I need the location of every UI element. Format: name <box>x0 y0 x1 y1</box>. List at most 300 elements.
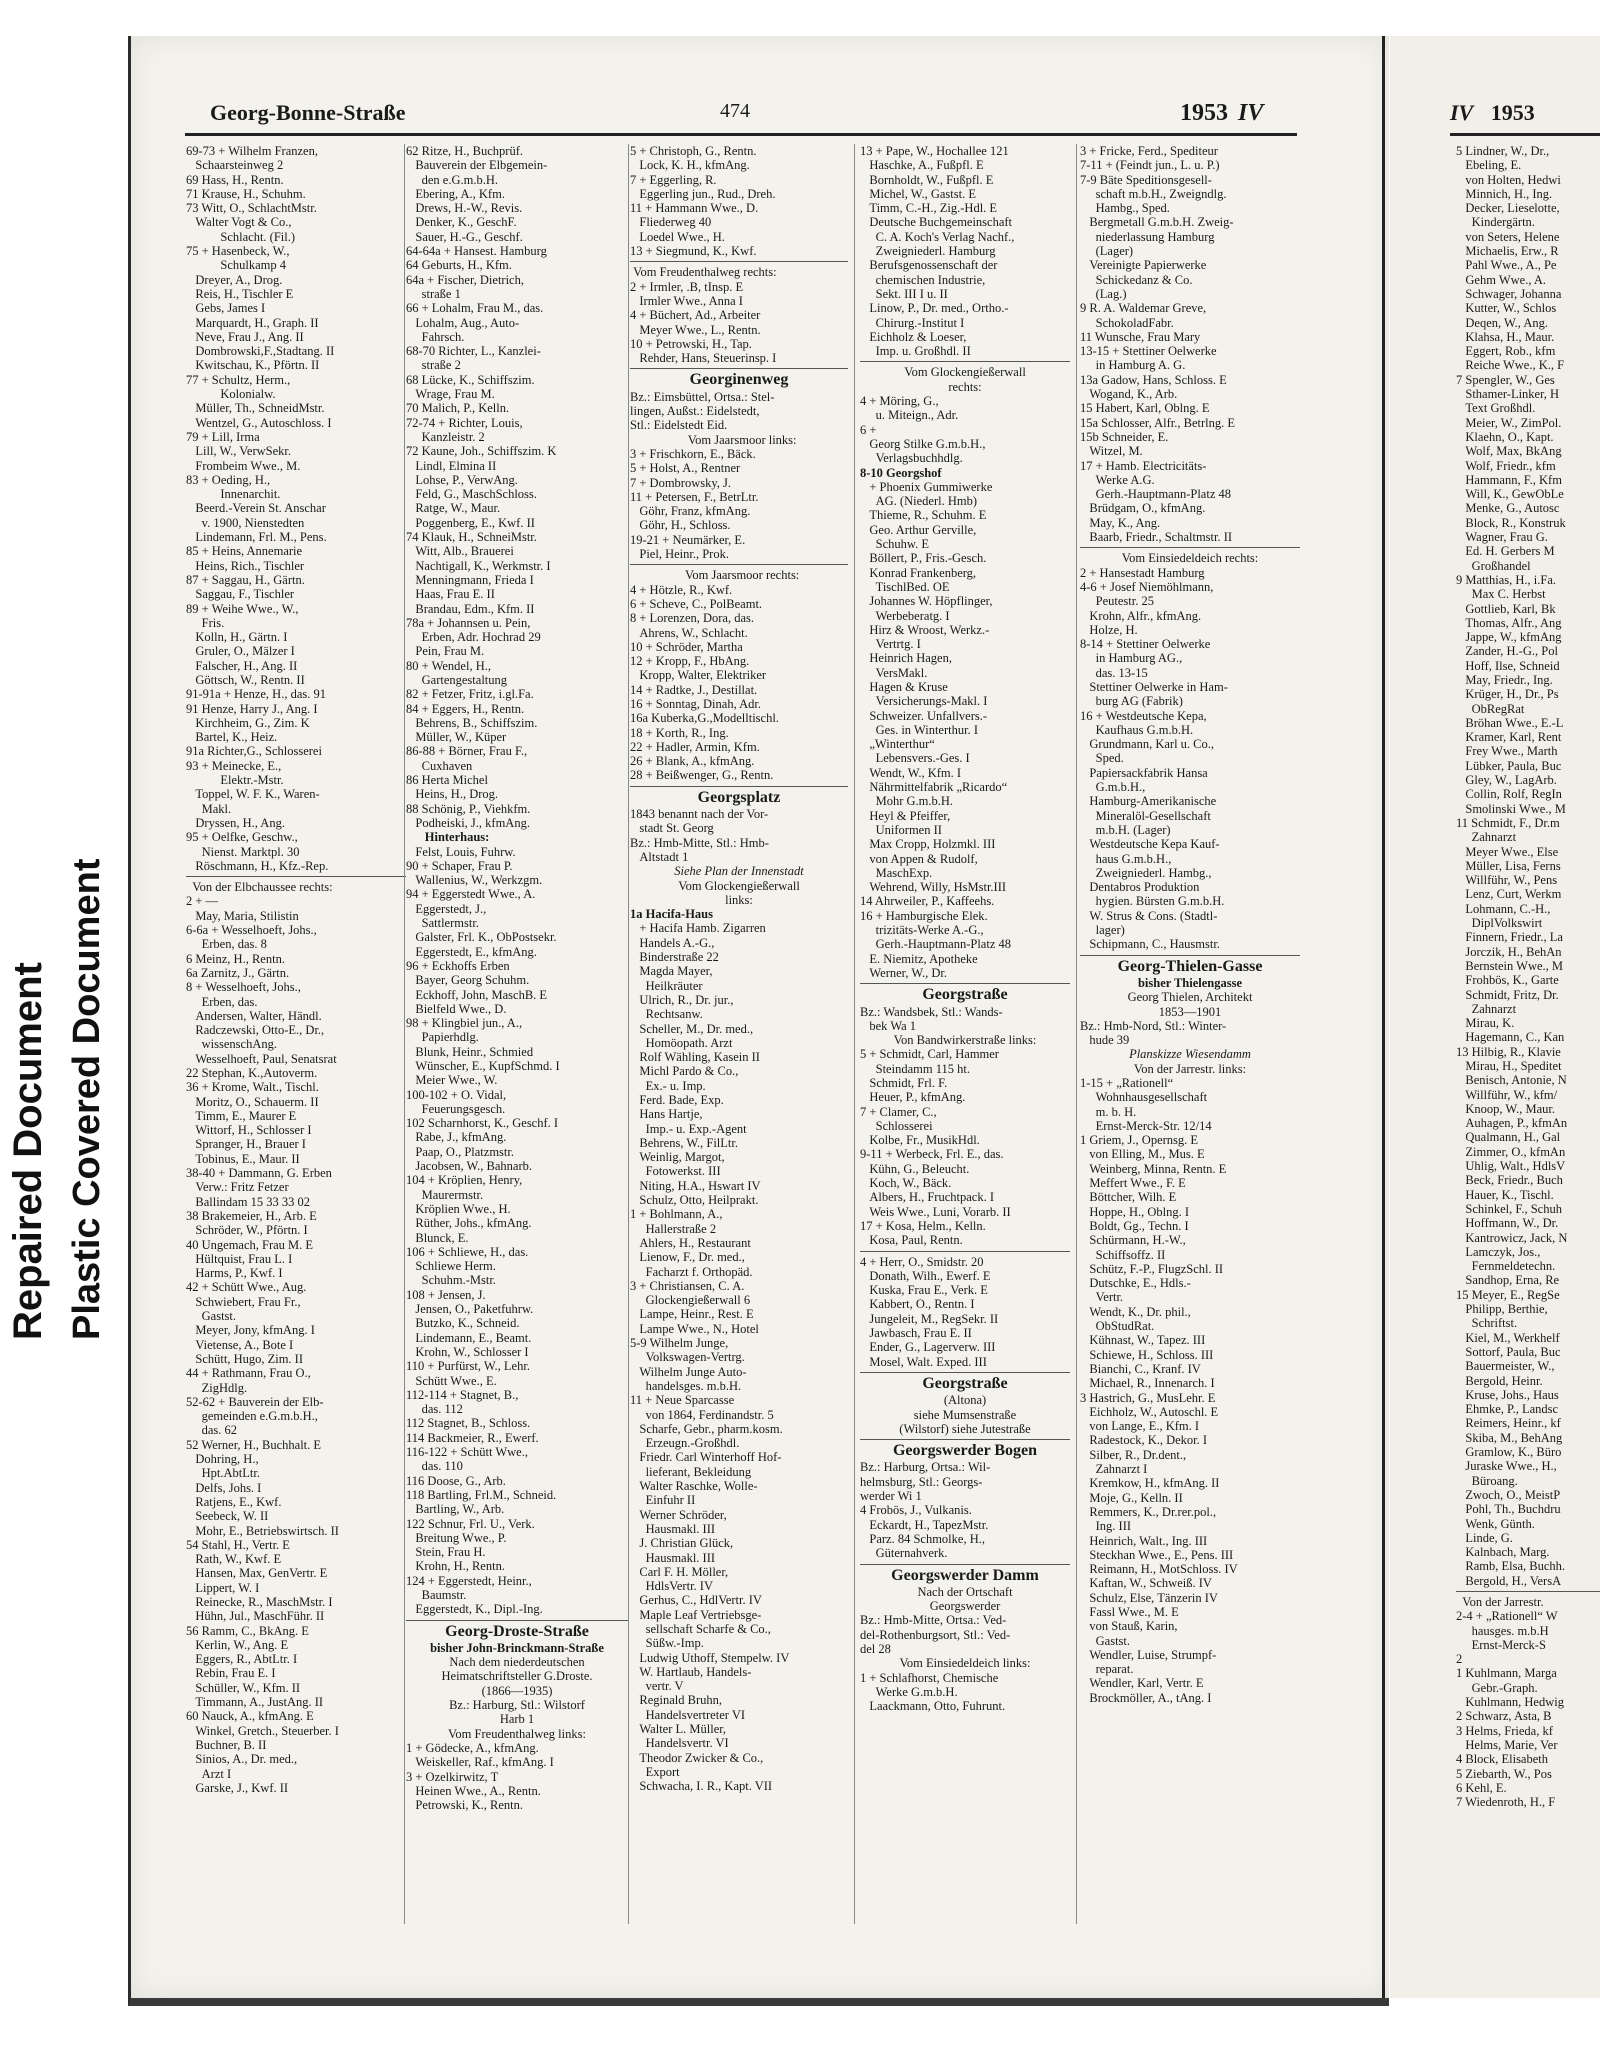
directory-entry: von Seters, Helene <box>1456 229 1560 244</box>
directory-entry: Garske, J., Kwf. II <box>186 1780 289 1795</box>
directory-entry: Konrad Frankenberg, <box>860 565 977 580</box>
directory-entry: Vietense, A., Bote I <box>186 1337 294 1352</box>
directory-entry: 22 + Hadler, Armin, Kfm. <box>630 739 760 754</box>
directory-entry: Reimers, Heinr., kf <box>1456 1416 1561 1431</box>
section-rule <box>1080 547 1300 548</box>
directory-entry: Schulz, Otto, Heilprakt. <box>630 1193 759 1208</box>
directory-entry: haus G.m.b.H., <box>1080 851 1172 866</box>
directory-entry: Heimatschriftsteller G.Droste. <box>441 1669 593 1684</box>
directory-entry: Heuer, P., kfmAng. <box>860 1090 966 1105</box>
directory-entry: Benisch, Antonie, N <box>1456 1073 1567 1088</box>
directory-entry: Hans Hartje, <box>630 1107 703 1122</box>
directory-entry: Heilkräuter <box>630 978 703 993</box>
street-header: Georg-Bonne-Straße <box>210 100 406 125</box>
directory-entry: Reimann, H., MotSchloss. IV <box>1080 1562 1238 1577</box>
directory-entry: 1 + Schlafhorst, Chemische <box>860 1670 999 1685</box>
directory-entry: Timmann, A., JustAng. II <box>186 1695 324 1710</box>
street-section-title: Georgstraße <box>922 1374 1008 1392</box>
directory-entry: 88 Schönig, P., Viehkfm. <box>406 801 531 816</box>
directory-entry: Rolf Wähling, Kasein II <box>630 1050 760 1065</box>
directory-entry: Juraske Wwe., H., <box>1456 1459 1557 1474</box>
directory-entry: Hültquist, Frau L. I <box>186 1251 293 1266</box>
directory-entry: 1 + Bohlmann, A., <box>630 1207 723 1222</box>
directory-entry: Koch, W., Bäck. <box>860 1176 952 1191</box>
directory-entry: Georg Thielen, Architekt <box>1127 990 1253 1005</box>
directory-entry: Dentabros Produktion <box>1080 880 1200 895</box>
directory-entry: Michael, R., Innenarch. I <box>1080 1376 1215 1391</box>
directory-entry: 26 + Blank, A., kfmAng. <box>630 754 755 769</box>
directory-entry: hygien. Bürsten G.m.b.H. <box>1080 894 1225 909</box>
directory-entry: Falscher, H., Ang. II <box>186 658 298 673</box>
directory-entry: 6 + Scheve, C., PolBeamt. <box>630 596 763 611</box>
directory-entry: 7-11 + (Feindt jun., L. u. P.) <box>1080 158 1220 173</box>
directory-entry: 5 + Holst, A., Rentner <box>630 461 741 476</box>
street-section-title: Georginenweg <box>689 371 789 389</box>
directory-entry: Böttcher, Wilh. E <box>1080 1190 1177 1205</box>
directory-entry: Walter L. Müller, <box>630 1722 727 1737</box>
directory-entry: Mohr G.m.b.H. <box>860 794 954 809</box>
directory-entry: Einfuhr II <box>630 1493 696 1508</box>
directory-entry: Bergold, H., VersA <box>1456 1573 1562 1588</box>
directory-entry: Schwager, Johanna <box>1456 286 1562 301</box>
directory-entry: Kröplien Wwe., H. <box>406 1201 511 1216</box>
directory-entry: 108 + Jensen, J. <box>406 1287 486 1302</box>
directory-entry: + Phoenix Gummiwerke <box>860 479 993 494</box>
directory-entry: 6 + <box>860 422 877 437</box>
directory-entry: Wrage, Frau M. <box>406 387 495 402</box>
directory-entry: VersMakl. <box>860 665 928 680</box>
directory-entry: Ebeling, E. <box>1456 158 1522 173</box>
directory-entry: Nachtigall, K., Werkmstr. I <box>406 558 551 573</box>
directory-entry: Kabbert, O., Rentn. I <box>860 1297 975 1312</box>
directory-entry: 86 Herta Michel <box>406 773 488 788</box>
directory-entry: (1866—1935) <box>481 1683 553 1698</box>
directory-entry: Handelsvertr. VI <box>630 1736 729 1751</box>
directory-entry: burg AG (Fabrik) <box>1080 694 1183 709</box>
directory-entry: 1 + Gödecke, A., kfmAng. <box>406 1740 539 1755</box>
directory-entry: Verw.: Fritz Fetzer <box>186 1180 289 1195</box>
directory-entry: Hamburg-Amerikanische <box>1080 794 1217 809</box>
directory-entry: 62 Ritze, H., Buchprüf. <box>406 144 523 158</box>
directory-entry: Timm, C.-H., Zig.-Hdl. E <box>860 201 998 216</box>
directory-entry: 64a + Fischer, Dietrich, <box>406 272 524 287</box>
directory-entry: Ratge, W., Maur. <box>406 501 501 516</box>
directory-entry: Timm, E., Maurer E <box>186 1108 297 1123</box>
directory-entry: Bz.: Hmb-Mitte, Stl.: Hmb- <box>630 835 769 850</box>
directory-entry: Ernst-Merck-S <box>1456 1637 1546 1652</box>
directory-entry: Vom Freudenthalweg links: <box>448 1726 586 1741</box>
directory-entry: Butzko, K., Schneid. <box>406 1316 520 1331</box>
directory-entry: 11 + Neue Sparcasse <box>630 1393 735 1408</box>
directory-entry: Bz.: Hmb-Mitte, Ortsa.: Ved- <box>860 1613 1007 1628</box>
directory-entry: straße 2 <box>406 358 461 373</box>
directory-entry: siehe Mumsenstraße <box>913 1407 1017 1422</box>
directory-entry: Elektr.-Mstr. <box>186 773 284 788</box>
directory-entry: Planskizze Wiesendamm <box>1129 1047 1251 1062</box>
directory-entry: Ges. in Winterthur. I <box>860 722 978 737</box>
directory-entry: Hoff, Ilse, Schneid <box>1456 658 1560 673</box>
directory-entry: Schmidt, Fritz, Dr. <box>1456 987 1559 1002</box>
directory-entry: 2 + Hansestadt Hamburg <box>1080 565 1205 580</box>
directory-entry: Export <box>630 1764 680 1779</box>
directory-entry: 56 Ramm, C., BkAng. E <box>186 1623 309 1638</box>
directory-entry: sellschaft Scharfe & Co., <box>630 1621 771 1636</box>
directory-entry: Kramer, Karl, Rent <box>1456 730 1562 745</box>
directory-entry: 38-40 + Dammann, G. Erben <box>186 1166 332 1181</box>
directory-entry: Schipmann, C., Hausmstr. <box>1080 937 1220 952</box>
directory-entry: 15 Habert, Karl, Oblng. E <box>1080 401 1210 416</box>
directory-entry: Stl.: Eidelstedt Eid. <box>630 418 728 433</box>
directory-entry: Werbeberatg. I <box>860 608 950 623</box>
directory-entry: Von der Jarrestr. links: <box>1133 1061 1247 1076</box>
directory-entry: Geo. Arthur Gerville, <box>860 522 977 537</box>
directory-entry: Heins, H., Drog. <box>406 787 499 802</box>
directory-entry: 1853—1901 <box>1158 1004 1222 1019</box>
directory-entry: Philipp, Berthie, <box>1456 1302 1548 1317</box>
directory-entry: Kindergärtn. <box>1456 215 1535 230</box>
directory-entry: Frohbös, K., Garte <box>1456 973 1559 988</box>
directory-entry: Radestock, K., Dekor. I <box>1080 1433 1208 1448</box>
directory-entry: 11 Wunsche, Frau Mary <box>1080 329 1201 344</box>
section-rule <box>860 1564 1070 1565</box>
directory-entry: Qualmann, H., Gal <box>1456 1130 1561 1145</box>
directory-entry: Böllert, P., Fris.-Gesch. <box>860 551 987 566</box>
directory-entry: Johannes W. Höpflinger, <box>860 594 993 609</box>
directory-entry: das. 112 <box>406 1402 463 1417</box>
directory-entry: Brüdgam, O., kfmAng. <box>1080 501 1206 516</box>
directory-entry: Versicherungs-Makl. I <box>860 694 988 709</box>
column-divider <box>1076 144 1077 1924</box>
directory-entry: 9 R. A. Waldemar Greve, <box>1080 301 1207 316</box>
directory-entry: 16a Kuberka,G.,Modelltischl. <box>630 711 779 726</box>
directory-entry: Krohn, H., Rentn. <box>406 1559 505 1574</box>
directory-entry: Brockmöller, A., tAng. I <box>1080 1690 1212 1705</box>
directory-entry: 98 + Klingbiel jun., A., <box>406 1016 523 1031</box>
directory-entry: 8 + Lorenzen, Dora, das. <box>630 611 755 626</box>
directory-entry: Ratjens, E., Kwf. <box>186 1494 282 1509</box>
directory-entry: 73 Witt, O., SchlachtMstr. <box>186 201 317 216</box>
directory-entry: G.m.b.H., <box>1080 780 1146 795</box>
section-rule <box>630 564 848 565</box>
directory-entry: Büroang. <box>1456 1473 1518 1488</box>
directory-entry: HdlsVertr. IV <box>630 1579 713 1594</box>
directory-entry: wissenschAng. <box>186 1037 277 1052</box>
directory-entry: Mirau, K. <box>1456 1016 1515 1031</box>
directory-entry: Reis, H., Tischler E <box>186 286 294 301</box>
year-value: 1953 <box>1180 100 1228 126</box>
directory-entry: 11 + Hammann Wwe., D. <box>630 201 759 216</box>
directory-entry: hude 39 <box>1080 1033 1130 1048</box>
directory-entry: straße 1 <box>406 286 461 301</box>
directory-entry: Zwoch, O., MeistP <box>1456 1487 1561 1502</box>
directory-entry: del 28 <box>860 1641 891 1656</box>
directory-entry: Zahnarzt <box>1456 830 1517 845</box>
directory-entry: bisher Thielengasse <box>1137 975 1243 990</box>
directory-entry: Menningmann, Frieda I <box>406 572 534 587</box>
directory-entry: Ludwig Uthoff, Stempelw. IV <box>630 1650 790 1665</box>
directory-entry: 7 Wiedenroth, H., F <box>1456 1795 1556 1810</box>
directory-entry: Schuhm.-Mstr. <box>406 1273 496 1288</box>
directory-entry: Michel, W., Gastst. E <box>860 186 976 201</box>
directory-entry: chemischen Industrie, <box>860 272 986 287</box>
directory-entry: Poggenberg, E., Kwf. II <box>406 515 535 530</box>
directory-entry: Lohse, P., VerwAng. <box>406 472 518 487</box>
directory-entry: Steckhan Wwe., E., Pens. III <box>1080 1547 1234 1562</box>
directory-entry: Hirz & Wroost, Werkz.- <box>860 622 990 637</box>
directory-entry: Hammann, F., Kfm <box>1456 472 1562 487</box>
directory-entry: 14 Ahrweiler, P., Kaffeehs. <box>860 894 995 909</box>
directory-entry: Jappe, W., kfmAng <box>1456 630 1562 645</box>
section-rule <box>860 1439 1070 1440</box>
directory-entry: Heyl & Pfeiffer, <box>860 808 951 823</box>
directory-entry: Werner Schröder, <box>630 1507 727 1522</box>
directory-entry: Fassl Wwe., M. E <box>1080 1604 1179 1619</box>
directory-entry: Schütz, F.-P., FlugzSchl. II <box>1080 1261 1224 1276</box>
facing-page-header <box>1450 100 1535 126</box>
directory-entry: Werner, W., Dr. <box>860 965 948 980</box>
directory-entry: Radczewski, Otto-E., Dr., <box>186 1023 325 1038</box>
directory-entry: 90 + Schaper, Frau P. <box>406 858 513 873</box>
directory-entry: (Lag.) <box>1080 286 1127 301</box>
directory-entry: 89 + Weihe Wwe., W., <box>186 601 299 616</box>
directory-entry: Erben, das. 8 <box>186 937 267 952</box>
directory-entry: Vom Glockengießerwall <box>904 365 1026 380</box>
directory-entry: Wilhelm Junge Auto- <box>630 1364 747 1379</box>
directory-entry: Scheller, M., Dr. med., <box>630 1021 754 1036</box>
directory-entry: Reinecke, R., MaschMstr. I <box>186 1594 333 1609</box>
directory-entry: Wallenius, W., Werkzgm. <box>406 873 543 888</box>
directory-entry: Bz.: Hmb-Nord, Stl.: Winter- <box>1080 1018 1227 1033</box>
directory-entry: Göhr, H., Schloss. <box>630 518 731 533</box>
directory-entry: 82 + Fetzer, Fritz, i.gl.Fa. <box>406 687 534 702</box>
directory-entry: Gehm Wwe., A. <box>1456 272 1547 287</box>
directory-entry: Gerh.-Hauptmann-Platz 48 <box>1080 487 1232 502</box>
directory-entry: Schulkamp 4 <box>186 258 286 273</box>
directory-entry: 4-6 + Josef Niemöhlmann, <box>1080 579 1214 594</box>
directory-entry: Weinberg, Minna, Rentn. E <box>1080 1161 1227 1176</box>
directory-entry: Petrowski, K., Rentn. <box>406 1798 524 1813</box>
directory-entry: Eggerstedt, J., <box>406 901 487 916</box>
directory-entry: 1a Hacifa-Haus <box>630 907 713 922</box>
directory-entry: Niting, H.A., Hswart IV <box>630 1178 761 1193</box>
directory-entry: Berufsgenossenschaft der <box>860 258 998 273</box>
directory-entry: Willführ, W., kfm/ <box>1456 1087 1558 1102</box>
directory-entry: werder Wi 1 <box>860 1489 922 1504</box>
street-section-title: Georgstraße <box>922 986 1008 1004</box>
directory-entry: Rehder, Hans, Steuerinsp. I <box>630 351 777 366</box>
directory-entry: von Elling, M., Mus. E <box>1080 1147 1205 1162</box>
directory-entry: Harms, P., Kwf. I <box>186 1266 283 1281</box>
directory-entry: Gartengestaltung <box>406 672 508 687</box>
street-section-title: Georgswerder Bogen <box>892 1442 1038 1460</box>
directory-entry: 13 Hilbig, R., Klavie <box>1456 1044 1561 1059</box>
directory-entry: Vom Einsiedeldeich rechts: <box>1121 551 1259 566</box>
directory-entry: Von der Jarrestr. <box>1456 1594 1544 1609</box>
directory-entry: 16 + Sonntag, Dinah, Adr. <box>630 696 762 711</box>
directory-entry: Göhr, Franz, kfmAng. <box>630 504 751 519</box>
directory-entry: Neve, Frau J., Ang. II <box>186 329 304 344</box>
directory-entry: Imp.- u. Exp.-Agent <box>630 1121 747 1136</box>
directory-entry: Eggers, R., AbtLtr. I <box>186 1652 298 1667</box>
directory-entry: Ramb, Elsa, Buchh. <box>1456 1559 1566 1574</box>
directory-entry: 124 + Eggerstedt, Heinr., <box>406 1573 532 1588</box>
directory-entry: Kuska, Frau E., Verk. E <box>860 1283 988 1298</box>
directory-entry: Schröder, W., Pförtn. I <box>186 1223 308 1238</box>
directory-entry: 42 + Schütt Wwe., Aug. <box>186 1280 307 1295</box>
directory-entry: Kaufhaus G.m.b.H. <box>1080 722 1194 737</box>
directory-entry: Harb 1 <box>499 1712 535 1727</box>
directory-entry: Kerlin, W., Ang. E <box>186 1637 289 1652</box>
directory-entry: Hoffmann, W., Dr. <box>1456 1216 1559 1231</box>
directory-entry: lieferant, Bekleidung <box>630 1464 752 1479</box>
directory-entry: 86-88 + Börner, Frau F., <box>406 744 528 759</box>
directory-entry: Eckhoff, John, MaschB. E <box>406 987 548 1002</box>
directory-entry: Lübker, Paula, Buc <box>1456 758 1562 773</box>
directory-entry: Text Großhdl. <box>1456 401 1536 416</box>
section-rule <box>1456 1591 1600 1592</box>
directory-entry: Hallerstraße 2 <box>630 1221 717 1236</box>
directory-entry: 95 + Oelfke, Geschw., <box>186 830 298 845</box>
directory-entry: Eckardt, H., TapezMstr. <box>860 1517 989 1532</box>
directory-entry: Zahnarzt I <box>1080 1462 1148 1477</box>
directory-entry: 60 Nauck, A., kfmAng. E <box>186 1709 314 1724</box>
directory-entry: Heinen Wwe., A., Rentn. <box>406 1783 541 1798</box>
directory-entry: 14 + Radtke, J., Destillat. <box>630 682 758 697</box>
directory-entry: Lamczyk, Jos., <box>1456 1244 1541 1259</box>
facing-page-roman: IV <box>1450 100 1474 125</box>
directory-entry: Kosa, Paul, Rentn. <box>860 1233 963 1248</box>
directory-entry: Vom Jaarsmoor rechts: <box>678 568 800 583</box>
directory-entry: Sandhop, Erna, Re <box>1456 1273 1560 1288</box>
directory-entry: Thomas, Alfr., Ang <box>1456 615 1562 630</box>
directory-entry: in Hamburg A. G. <box>1080 358 1186 373</box>
directory-entry: Sattlermstr. <box>406 916 479 931</box>
directory-entry: (Wilstorf) siehe Jutestraße <box>899 1421 1031 1436</box>
directory-entry: 15 Meyer, E., RegSe <box>1456 1287 1560 1302</box>
directory-entry: Lampe Wwe., N., Hotel <box>630 1321 759 1336</box>
directory-entry: Fahrsch. <box>406 329 465 344</box>
directory-entry: Güternahverk. <box>860 1546 948 1561</box>
directory-entry: 5-9 Wilhelm Junge, <box>630 1336 729 1351</box>
directory-entry: Remmers, K., Dr.rer.pol., <box>1080 1504 1217 1519</box>
directory-entry: Ender, G., Lagerverw. III <box>860 1340 996 1355</box>
directory-entry: Maurermstr. <box>406 1187 484 1202</box>
directory-entry: Ex.- u. Imp. <box>630 1078 706 1093</box>
section-rule <box>630 786 848 787</box>
directory-entry: Ernst-Merck-Str. 12/14 <box>1080 1118 1212 1133</box>
directory-entry: 52 Werner, H., Buchhalt. E <box>186 1437 322 1452</box>
directory-entry: Vom Glockengießerwall <box>678 878 800 893</box>
directory-entry: Sthamer-Linker, H <box>1456 387 1560 402</box>
directory-entry: 74 Klauk, H., SchneiMstr. <box>406 530 537 545</box>
directory-entry: stadt St. Georg <box>630 821 714 836</box>
directory-entry: Lindl, Elmina II <box>406 458 497 473</box>
directory-entry: v. 1900, Nienstedten <box>186 515 305 530</box>
directory-entry: Westdeutsche Kepa Kauf- <box>1080 837 1220 852</box>
directory-entry: Eggerstedt, E., kfmAng. <box>406 944 537 959</box>
directory-entry: 18 + Korth, R., Ing. <box>630 725 729 740</box>
directory-entry: 11 Schmidt, F., Dr.m <box>1456 815 1560 830</box>
directory-entry: TischlBed. OE <box>860 579 950 594</box>
directory-entry: Peutestr. 25 <box>1080 594 1154 609</box>
directory-entry: Lienow, F., Dr. med., <box>630 1250 745 1265</box>
directory-entry: 5 Ziebarth, W., Pos <box>1456 1766 1552 1781</box>
directory-entry: von Holten, Hedwi <box>1456 172 1561 187</box>
directory-entry: 2-4 + „Rationell“ W <box>1456 1609 1558 1624</box>
directory-entry: 68 Lücke, K., Schiffszim. <box>406 372 535 387</box>
directory-entry: 96 + Eckhoffs Erben <box>406 958 510 973</box>
directory-entry: „Winterthur“ <box>860 737 935 752</box>
directory-entry: Wendt, K., Dr. phil., <box>1080 1304 1191 1319</box>
directory-entry: Albers, H., Fruchtpack. I <box>860 1190 994 1205</box>
directory-entry: 1 Griem, J., Opernsg. E <box>1080 1133 1199 1148</box>
directory-entry: 19-21 + Neumärker, E. <box>630 532 746 547</box>
directory-column-1 <box>186 144 406 1928</box>
directory-entry: 2 Schwarz, Asta, B <box>1456 1709 1552 1724</box>
section-rule <box>1080 955 1300 956</box>
directory-column-5 <box>1080 144 1300 1928</box>
directory-entry: Breitung Wwe., P. <box>406 1530 507 1545</box>
directory-entry: W. Hartlaub, Handels- <box>630 1664 752 1679</box>
directory-entry: 72 Kaune, Joh., Schiffszim. K <box>406 444 557 459</box>
directory-entry: niederlassung Hamburg <box>1080 229 1215 244</box>
directory-entry: Vom Jaarsmoor links: <box>681 432 797 447</box>
directory-entry: Nach der Ortschaft <box>917 1584 1013 1599</box>
directory-entry: Collin, Rolf, RegIn <box>1456 787 1562 802</box>
directory-entry: 12 + Kropp, F., HbAng. <box>630 654 750 669</box>
directory-entry: Tobinus, E., Maur. II <box>186 1151 300 1166</box>
directory-entry: Fernmeldetechn. <box>1456 1259 1556 1274</box>
directory-entry: 78a + Johannsen u. Pein, <box>406 615 531 630</box>
section-rule <box>860 1251 1070 1252</box>
directory-entry: Pahl Wwe., A., Pe <box>1456 258 1557 273</box>
directory-entry: 1843 benannt nach der Vor- <box>630 807 769 822</box>
directory-entry: 13 + Siegmund, K., Kwf. <box>630 244 757 259</box>
directory-entry: 3 Hastrich, G., MusLehr. E <box>1080 1390 1216 1405</box>
directory-entry: trizitäts-Werke A.-G., <box>860 923 984 938</box>
directory-entry: 7 + Eggerling, R. <box>630 172 717 187</box>
directory-entry: Hambg., Sped. <box>1080 201 1170 216</box>
directory-entry: Nach dem niederdeutschen <box>449 1655 585 1670</box>
directory-entry: Auhagen, P., kfmAn <box>1456 1116 1568 1131</box>
directory-entry: 10 + Schröder, Martha <box>630 639 743 654</box>
directory-entry: Cuxhaven <box>406 758 473 773</box>
directory-entry: Binderstraße 22 <box>630 950 719 965</box>
directory-entry: Arzt I <box>186 1766 232 1781</box>
directory-entry: Hansen, Max, GenVertr. E <box>186 1566 328 1581</box>
directory-entry: Jungeleit, M., RegSekr. II <box>860 1311 999 1326</box>
directory-entry: Meffert Wwe., F. E <box>1080 1176 1186 1191</box>
directory-entry: Eggerstedt, K., Dipl.-Ing. <box>406 1602 543 1617</box>
directory-entry: Walter Raschke, Wolle- <box>630 1479 758 1494</box>
directory-entry: 64 Geburts, H., Kfm. <box>406 258 512 273</box>
directory-entry: Winkel, Gretch., Steuerber. I <box>186 1723 339 1738</box>
directory-entry: Ing. III <box>1080 1519 1132 1534</box>
directory-entry: 9-11 + Werbeck, Frl. E., das. <box>860 1147 1004 1162</box>
directory-entry: Kolln, H., Gärtn. I <box>186 630 288 645</box>
directory-entry: Ahlers, H., Restaurant <box>630 1235 751 1250</box>
directory-entry: Heins, Rich., Tischler <box>186 558 305 573</box>
directory-entry: Hpt.AbtLtr. <box>186 1466 260 1481</box>
directory-entry: 116 Doose, G., Arb. <box>406 1473 506 1488</box>
directory-entry: 70 Malich, P., Kelln. <box>406 401 510 416</box>
directory-entry: Lohmann, C.-H., <box>1456 901 1551 916</box>
directory-entry: 69 Hass, H., Rentn. <box>186 172 284 187</box>
directory-entry: Weinlig, Margot, <box>630 1150 725 1165</box>
directory-entry: Glockengießerwall 6 <box>630 1293 751 1308</box>
directory-entry: 94 + Eggerstedt Wwe., A. <box>406 887 536 902</box>
directory-entry: 10 + Petrowski, H., Tap. <box>630 336 752 351</box>
